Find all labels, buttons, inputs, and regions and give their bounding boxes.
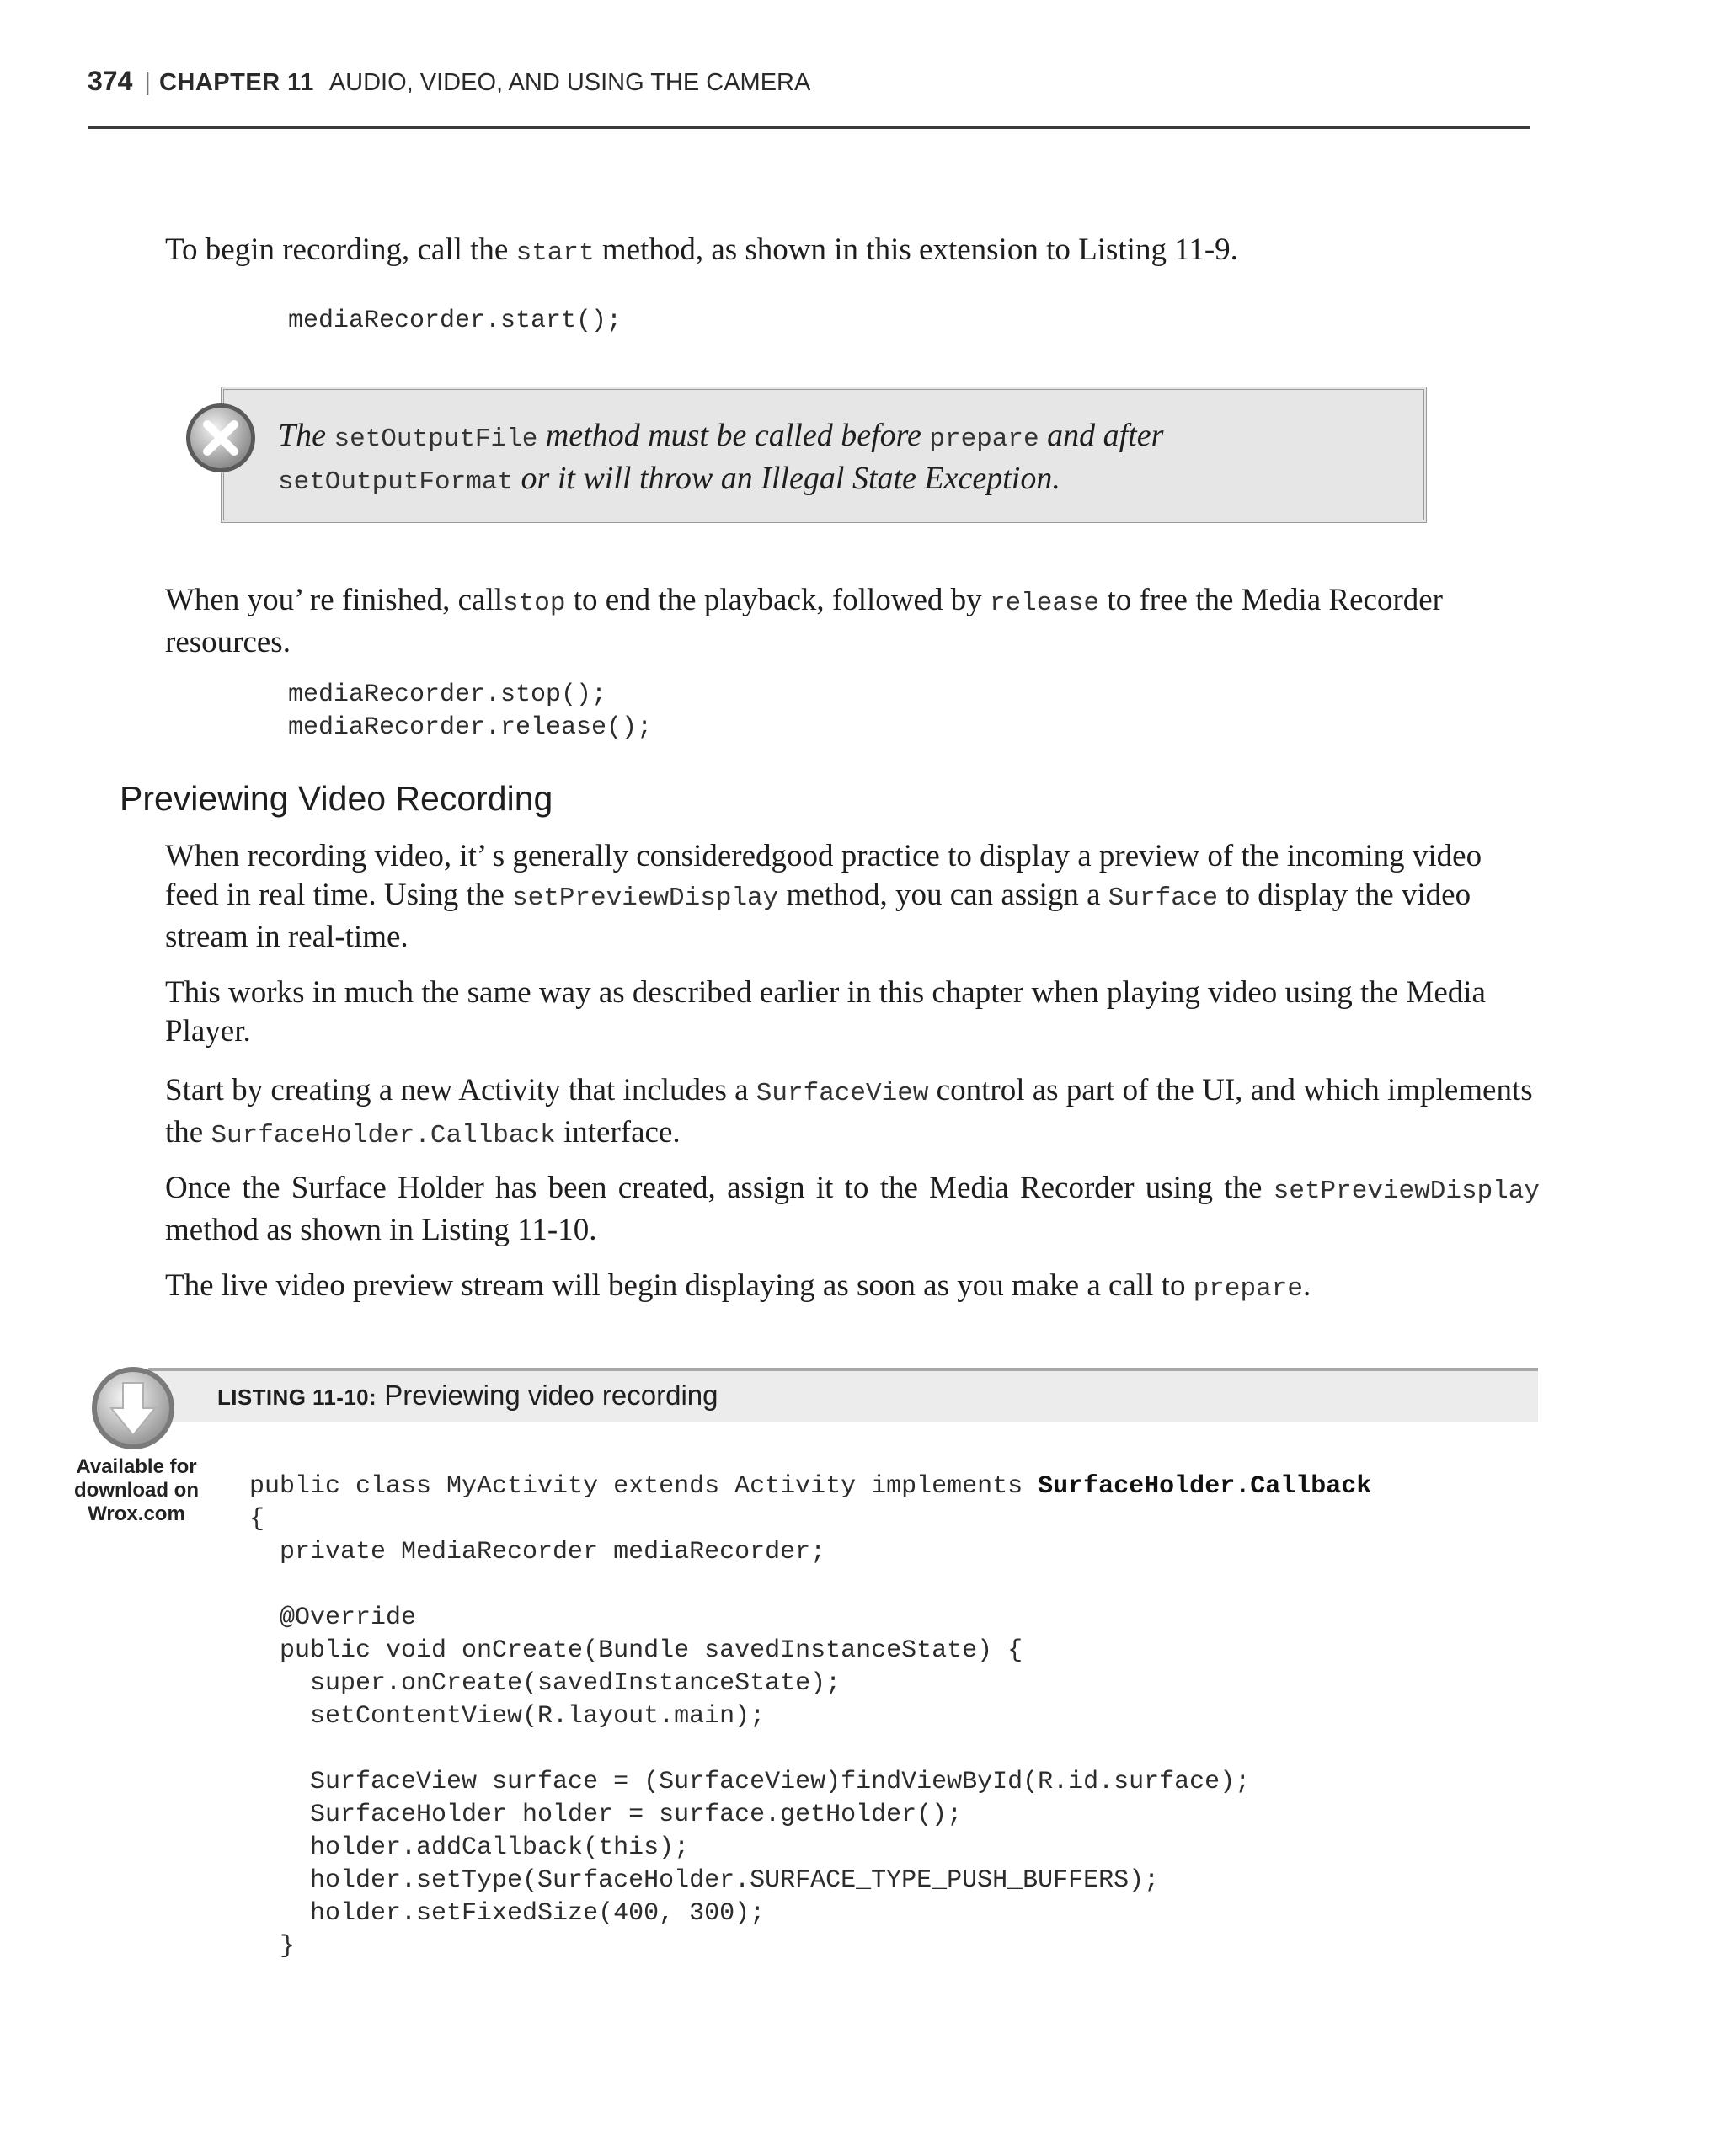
download-line: download on xyxy=(74,1479,199,1502)
text: When recording video, it’ s generally considered xyxy=(165,839,772,873)
download-arrow-icon xyxy=(89,1364,177,1452)
text: and after xyxy=(1039,418,1164,453)
inline-code: setOutputFile xyxy=(334,424,538,454)
text: to display the video stream in real-time. xyxy=(165,878,1471,954)
inline-code: release xyxy=(989,589,1100,618)
header-separator: | xyxy=(144,69,151,96)
text: to end the playback, followed by xyxy=(565,583,990,617)
chapter-label: CHAPTER 11 xyxy=(158,69,314,96)
download-line: Available for xyxy=(76,1455,197,1478)
paragraph-assign-holder xyxy=(165,1169,1540,1250)
inline-code: setPreviewDisplay xyxy=(1273,1177,1540,1206)
paragraph-same-way: This works in much the same way as described earlier in this chapter when playing video using the Media Player. xyxy=(165,975,1486,1049)
text: good practice to display a preview of the incoming video feed in real time. Using the xyxy=(165,839,1482,912)
warning-x-icon xyxy=(184,401,258,475)
header-rule xyxy=(88,126,1530,129)
paragraph-live-preview xyxy=(165,1267,1540,1309)
text: The xyxy=(278,418,334,453)
page-number: 374 xyxy=(88,66,133,96)
code-bold-text: SurfaceHolder.Callback xyxy=(1038,1472,1372,1501)
listing-caption: Previewing video recording xyxy=(377,1380,718,1411)
text: Once the Surface Holder has been created, assign it to the Media Recorder using the xyxy=(165,1171,1274,1205)
text: interface. xyxy=(555,1115,681,1150)
inline-code: setOutputFormat xyxy=(278,467,514,497)
code-snippet-start: mediaRecorder.start(); xyxy=(288,307,622,335)
text: method, you can assign a xyxy=(778,878,1108,912)
running-header xyxy=(88,66,1530,97)
inline-code: start xyxy=(515,238,595,268)
inline-code: stop xyxy=(503,589,566,618)
text: method must be called before xyxy=(537,418,930,453)
listing-title xyxy=(217,1380,718,1412)
text: or it will throw an Illegal State Exception. xyxy=(513,461,1060,496)
code-text: { private MediaRecorder mediaRecorder; @Override public void onCreate(Bundle savedInstanceState) { super.onCreate(savedInstanceState); setContentView(R.layout.main); SurfaceView surface = (SurfaceView)findViewById(R.id.surface); SurfaceHolder holder = surface.getHolder(); holder.addCallback(this); holder.setType(SurfaceHolder.SURFACE_TYPE_PUSH_BUFFERS); holder.setFixedSize(400, 300); } xyxy=(249,1505,1251,1961)
paragraph-create-activity xyxy=(165,1071,1540,1155)
text: control as part of the UI, and which implements the xyxy=(165,1073,1533,1150)
download-note[interactable] xyxy=(71,1455,202,1526)
text: method, as shown in this extension to Listing 11-9. xyxy=(594,232,1238,267)
inline-code: SurfaceHolder.Callback xyxy=(211,1121,556,1150)
text: The live video preview stream will begin displaying as soon as you make a call to xyxy=(165,1268,1194,1303)
paragraph-finish xyxy=(165,581,1540,662)
inline-code: prepare xyxy=(929,424,1039,454)
download-line: Wrox.com xyxy=(88,1502,185,1525)
section-heading: Previewing Video Recording xyxy=(120,779,553,818)
text: to free the Media Recorder resources. xyxy=(165,583,1444,659)
inline-code: Surface xyxy=(1108,883,1219,913)
code-text: public class MyActivity extends Activity implements xyxy=(249,1472,1039,1501)
text: When you’ re finished, call xyxy=(165,583,504,617)
text: To begin recording, call the xyxy=(165,232,516,267)
text: Start by creating a new Activity that includes a xyxy=(165,1073,756,1107)
chapter-title: AUDIO, VIDEO, AND USING THE CAMERA xyxy=(328,69,811,96)
listing-code xyxy=(249,1470,1371,1963)
inline-code: SurfaceView xyxy=(756,1079,929,1108)
paragraph-start-recording xyxy=(165,231,1540,273)
paragraph-preview-intro xyxy=(165,837,1540,957)
text: . xyxy=(1302,1268,1311,1303)
warning-note-text xyxy=(278,416,1407,502)
code-snippet-stop-release: mediaRecorder.stop(); mediaRecorder.release(); xyxy=(288,680,653,742)
text: method as shown in Listing 11-10. xyxy=(165,1213,597,1247)
inline-code: setPreviewDisplay xyxy=(512,883,779,913)
listing-label: LISTING 11-10: xyxy=(217,1385,377,1410)
inline-code: prepare xyxy=(1193,1274,1303,1304)
